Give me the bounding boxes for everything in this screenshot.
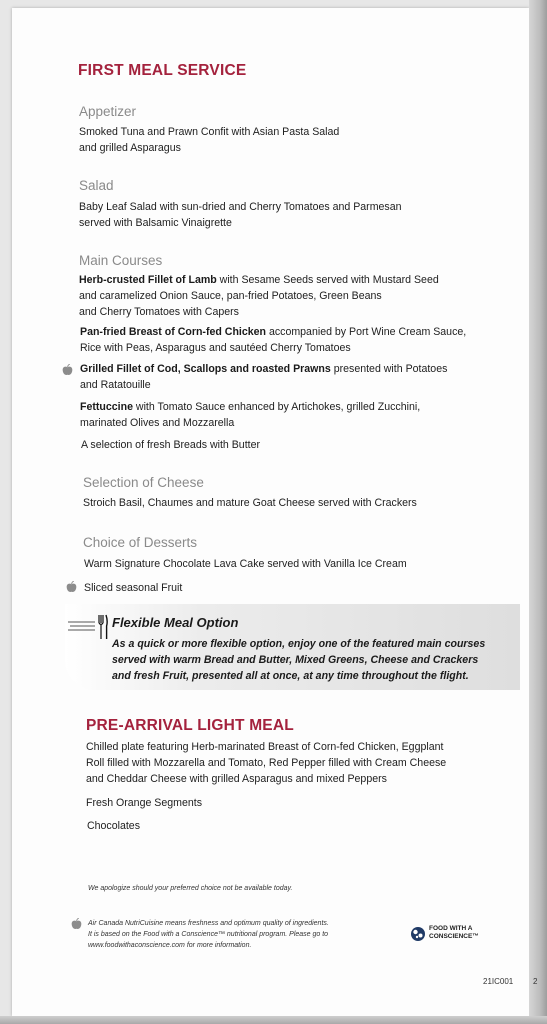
main-item-3-line-1: [80, 362, 447, 378]
pre-arrival-line-1: Chilled plate featuring Herb-marinated Breast of Corn-fed Chicken, Eggplant: [86, 741, 444, 753]
pre-arrival-line-3: and Cheddar Cheese with grilled Asparagus and mixed Peppers: [86, 773, 387, 785]
appetizer-line-1: Smoked Tuna and Prawn Confit with Asian Pasta Salad: [79, 126, 340, 138]
nutricuisine-apple-icon: [71, 918, 82, 930]
main-item-2-desc: accompanied by Port Wine Cream Sauce,: [266, 326, 467, 338]
salad-line-1: Baby Leaf Salad with sun-dried and Cherry Tomatoes and Parmesan: [79, 201, 402, 213]
main-item-2-name: Pan-fried Breast of Corn-fed Chicken: [80, 326, 267, 338]
menu-page: [12, 8, 529, 1016]
first-meal-title: FIRST MEAL SERVICE: [78, 62, 247, 79]
bread-line: A selection of fresh Breads with Butter: [81, 439, 261, 451]
nutricuisine-line-3: www.foodwithaconscience.com for more information.: [88, 942, 252, 949]
pre-arrival-item-3: Chocolates: [87, 820, 140, 832]
apology-note: We apologize should your preferred choice not be available today.: [88, 885, 293, 892]
appetizer-heading: Appetizer: [79, 104, 137, 119]
nutricuisine-note: [88, 918, 329, 951]
flexible-line-1: As a quick or more flexible option, enjoy one of the featured main courses: [112, 638, 486, 650]
nutricuisine-line-1: Air Canada NutriCuisine means freshness and optimum quality of ingredients.: [88, 920, 329, 927]
dessert-line-2: Sliced seasonal Fruit: [84, 582, 183, 594]
nutricuisine-apple-icon: [66, 581, 77, 593]
food-with-a-conscience-logo-icon: [410, 926, 426, 942]
nutricuisine-line-2: It is based on the Food with a Conscience™ nutritional program. Please go to: [88, 931, 329, 938]
main-item-3-line-2: and Ratatouille: [80, 379, 151, 391]
salad-line-2: served with Balsamic Vinaigrette: [79, 217, 232, 229]
fwc-line-2: CONSCIENCE™: [429, 932, 479, 940]
cheese-line: Stroich Basil, Chaumes and mature Goat Cheese served with Crackers: [83, 497, 417, 509]
flexible-line-2: served with warm Bread and Butter, Mixed Greens, Cheese and Crackers: [112, 654, 479, 666]
main-item-1-name: Herb-crusted Fillet of Lamb: [79, 274, 217, 286]
page-edge-bottom: [0, 1016, 547, 1024]
pre-arrival-item-2: Fresh Orange Segments: [86, 797, 202, 809]
main-item-4-desc: with Tomato Sauce enhanced by Artichokes, grilled Zucchini,: [132, 401, 421, 413]
main-item-1-line-1: [79, 273, 439, 289]
main-item-1-line-2: and caramelized Onion Sauce, pan-fried Potatoes, Green Beans: [79, 290, 382, 302]
fwc-line-1: FOOD WITH A: [429, 925, 473, 932]
dessert-line-1: Warm Signature Chocolate Lava Cake served with Vanilla Ice Cream: [84, 558, 407, 570]
main-item-4-name: Fettuccine: [80, 401, 133, 413]
main-item-1-desc: with Sesame Seeds served with Mustard Seed: [216, 274, 439, 286]
food-with-a-conscience-logo: [429, 925, 479, 940]
menu-code: 21IC001: [483, 977, 514, 986]
pre-arrival-line-2: Roll filled with Mozzarella and Tomato, Red Pepper filled with Cream Cheese: [86, 757, 447, 769]
appetizer-line-2: and grilled Asparagus: [79, 142, 181, 154]
main-item-2-line-2: Rice with Peas, Asparagus and sautéed Cherry Tomatoes: [80, 342, 351, 354]
main-courses-heading: Main Courses: [79, 253, 163, 268]
main-item-4-line-2: marinated Olives and Mozzarella: [80, 417, 235, 429]
main-item-3-desc: presented with Potatoes: [330, 363, 448, 375]
main-item-3-name: Grilled Fillet of Cod, Scallops and roasted Prawns: [80, 363, 331, 375]
page-edge: [529, 0, 547, 1024]
pre-arrival-title: PRE-ARRIVAL LIGHT MEAL: [86, 717, 294, 734]
nutricuisine-apple-icon: [62, 364, 73, 376]
main-item-4-line-1: [80, 400, 420, 416]
page-number: 2: [533, 977, 538, 986]
desserts-heading: Choice of Desserts: [83, 535, 198, 550]
main-item-1-line-3: and Cherry Tomatoes with Capers: [79, 306, 239, 318]
salad-heading: Salad: [79, 178, 114, 193]
fork-knife-icon: [68, 613, 108, 641]
cheese-heading: Selection of Cheese: [83, 475, 204, 490]
flexible-line-3: and fresh Fruit, presented all at once, at any time throughout the flight.: [112, 670, 469, 682]
main-item-2-line-1: [80, 325, 466, 341]
flexible-option-text: [112, 636, 485, 684]
flexible-option-title: Flexible Meal Option: [112, 615, 239, 630]
